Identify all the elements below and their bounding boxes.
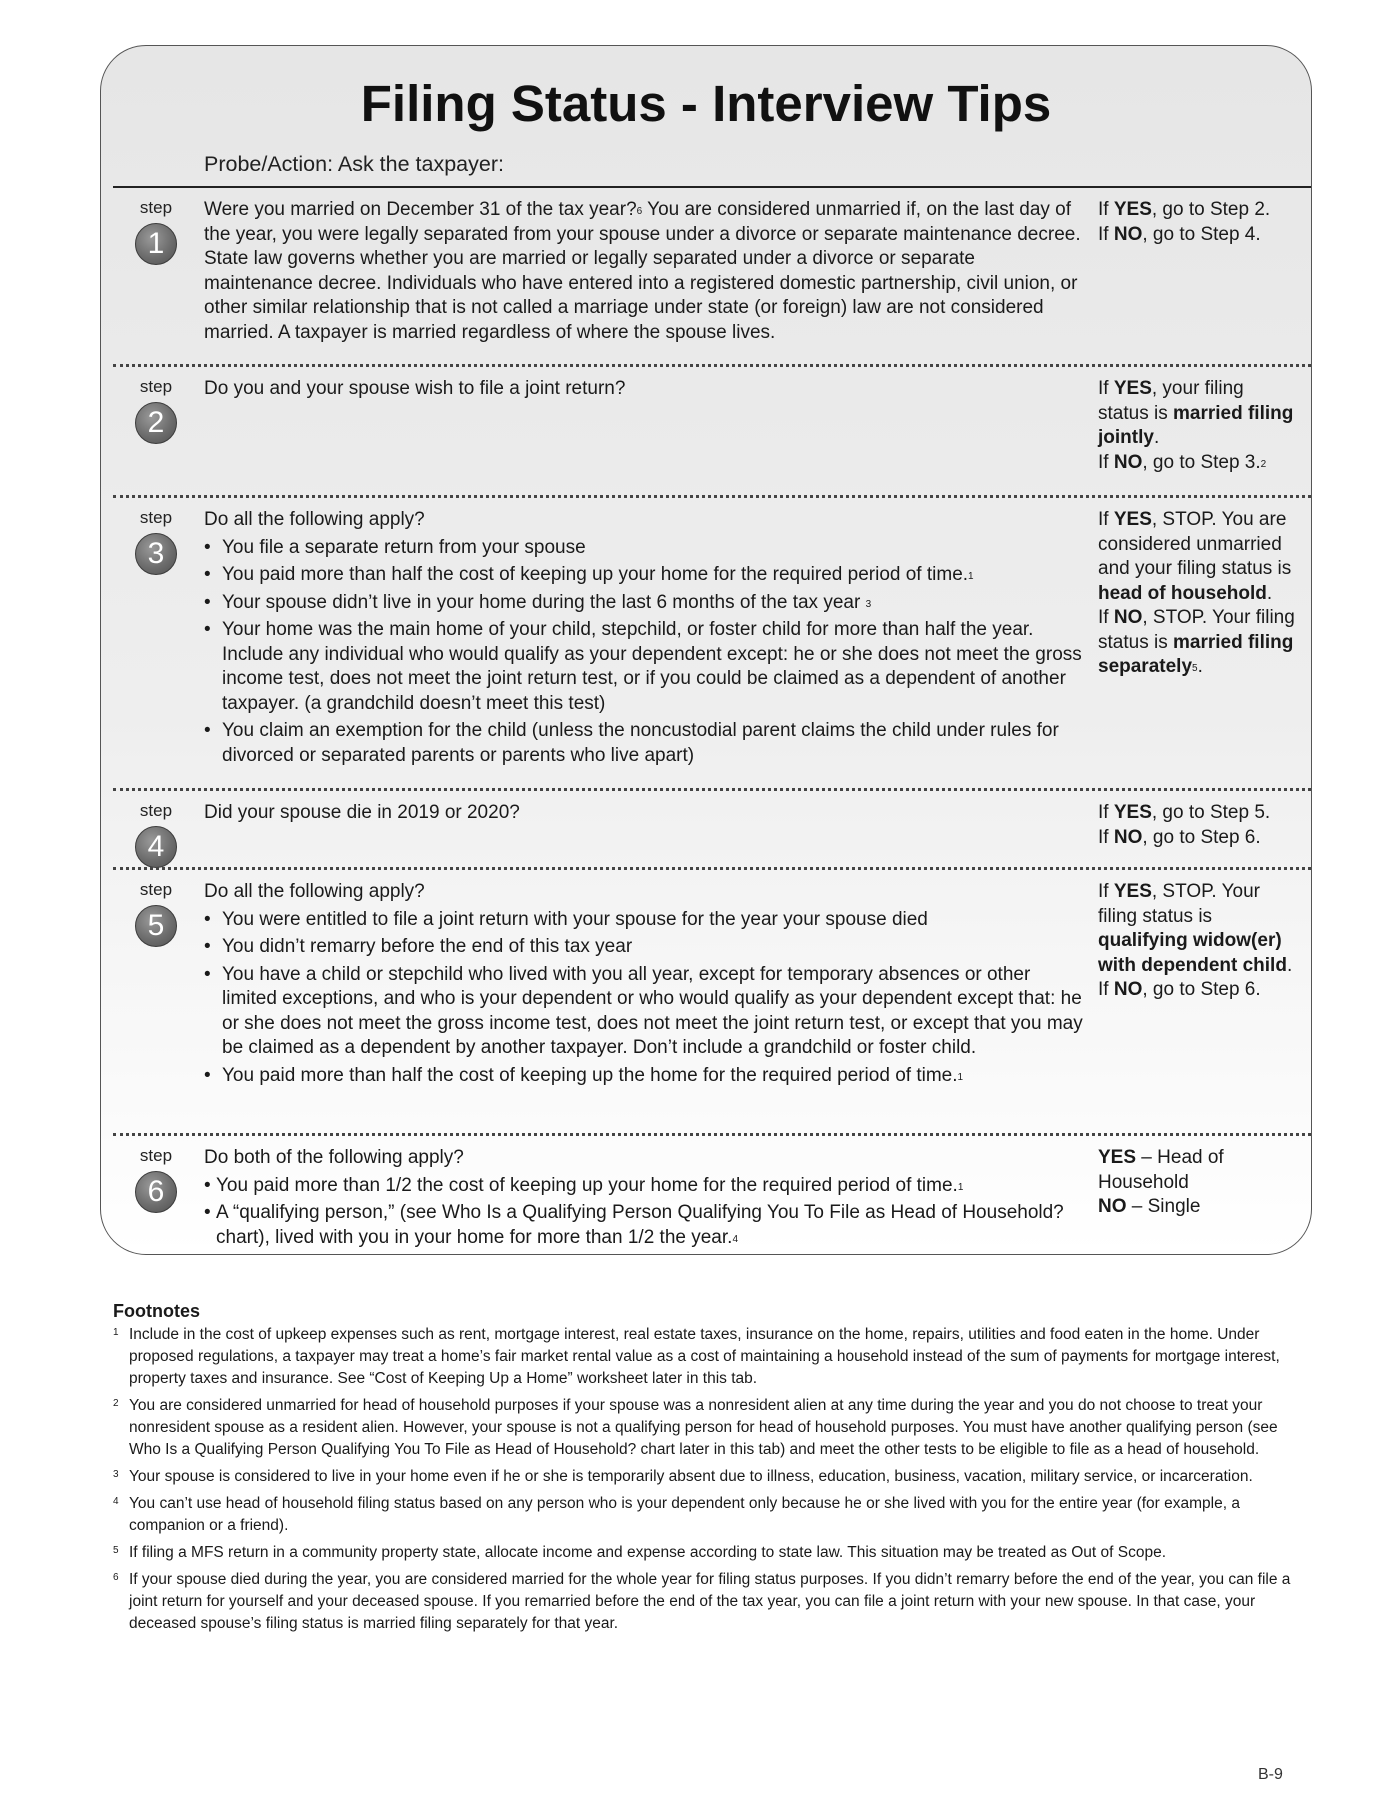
question-text: Do all the following apply? [204,509,425,530]
condition-list [204,908,1084,1089]
question-text: Were you married on December 31 of the tax year? [204,199,637,220]
answer-prefix: If [1098,378,1114,399]
footnote-ref: 6 [636,206,643,217]
answer-no: NO [1098,1196,1127,1217]
answer-no-text: – Single [1126,1196,1201,1217]
footnote-text: You can’t use head of household filing status based on any person who is your dependent only because he or she lived with you for the entire year (for example, a companion or a friend). [129,1495,1240,1534]
footnote-text: Include in the cost of upkeep expenses such as rent, mortgage interest, real estate taxes, insurance on the home, repairs, utilities and food eaten in the home. Under proposed regulations, a taxpayer may treat a home’s fair market rental value as a cost of maintaining a household instead of the sum of payments for mortgage interest, property taxes and insurance. See “Cost of Keeping Up a Home” worksheet later in this tab. [129,1326,1280,1387]
answer-prefix: If [1098,802,1114,823]
list-item: • Your home was the main home of your child, stepchild, or foster child for more than half the year. Include any individual who would qualify as your dependent except: he or she does not meet the gross income test, does not meet the joint return test, or if you could be claimed as a dependent of another taxpayer. (a grandchild doesn’t meet this test) [204,619,1082,714]
step-label: step [139,377,173,396]
answer-yes: YES [1113,378,1152,399]
condition-list [204,1174,1084,1251]
list-item: • A “qualifying person,” (see Who Is a Qualifying Person Qualifying You To File as Head of Household? chart), lived with you in your home for more than 1/2 the year.$^4$ [204,1202,1064,1248]
footnote-item [113,1466,1303,1488]
step-question [204,508,1084,768]
answer-yes: YES [1113,509,1152,530]
list-item: • Your spouse didn’t live in your home during the last 6 months of the tax year $^3$ [204,591,872,613]
answer-prefix: If [1098,881,1114,902]
footnote-ref: 2 [1260,458,1267,470]
interview-tips-panel [100,45,1312,1255]
condition-text: You paid more than 1/2 the cost of keeping up your home for the required period of time. [216,1174,958,1196]
step-4-row [113,788,1311,866]
footnote-item [113,1569,1303,1635]
step-question [204,1146,1084,1250]
footnote-text: If your spouse died during the year, you are considered married for the whole year for filing status purposes. If you didn’t remarry before the end of the year, you can file a joint return for yourself and your deceased spouse. If you remarried before the end of the tax year, you can file a joint return with your new spouse. In that case, your deceased spouse’s filing status is married filing separately for that year. [129,1571,1291,1632]
footnote-text: You are considered unmarried for head of household purposes if your spouse was a nonresident alien at any time during the year and you do not choose to treat your nonresident spouse as a resident alien. However, your spouse is not a qualifying person for head of household purposes. You must have another qualifying person (see Who Is a Qualifying Person Qualifying You To File as Head of Household? chart later in this tab) and meet the other tests to be eligible to file as a head of household. [129,1397,1278,1458]
list-item: • You didn’t remarry before the end of this tax year [204,936,633,957]
footnote-text: If filing a MFS return in a community property state, allocate income and expense according to state law. This situation may be treated as Out of Scope. [129,1544,1167,1561]
condition-text: You paid more than half the cost of keeping up your home for the required period of time. [222,564,969,585]
answer-punct: . [1286,954,1293,976]
filing-status-result: qualifying widow(er) with dependent child [1098,930,1287,976]
footnote-mark: 3 [113,1469,119,1480]
footnote-text: Your spouse is considered to live in your home even if he or she is temporarily absent due to illness, education, business, vacation, military service, or incarceration. [129,1468,1253,1485]
answer-prefix: If [1098,826,1114,848]
answer-no-text: , go to Step 6. [1142,826,1261,848]
probe-action-label: Probe/Action: Ask the taxpayer: [204,152,504,176]
answer-prefix: If [1098,451,1114,473]
answer-yes: YES [1113,881,1152,902]
answer-no: NO [1113,607,1143,628]
footnote-ref: 1 [957,1071,964,1083]
footnote-mark: 5 [113,1545,119,1556]
answer-punct: . [1153,427,1160,448]
answer-prefix: If [1098,607,1114,628]
answer-yes-text: , your filing status is [1098,378,1244,424]
question-detail: You are considered unmarried if, on the last day of the year, you were legally separated from your spouse under a divorce or separate maintenance decree. State law governs whether you are married or legally separated under a divorce or separate maintenance decree. Individuals who have entered into a registered domestic partnership, civil union, or other similar relationship that is not called a marriage under state (or foreign) law are not considered married. A taxpayer is married regardless of where the spouse lives. [204,199,1081,343]
step-answer [1098,1146,1298,1220]
condition-text: A “qualifying person,” (see Who Is a Qualifying Person Qualifying You To File as Head of Household? chart), lived with you in your home for more than 1/2 the year. [216,1202,1064,1248]
step-answer [1098,377,1298,475]
condition-text: You claim an exemption for the child (unless the noncustodial parent claims the child under rules for divorced or separated parents or parents who live apart) [222,720,1059,766]
answer-no: NO [1113,826,1143,848]
footnotes-title: Footnotes [113,1301,200,1321]
list-item: • You paid more than 1/2 the cost of keeping up your home for the required period of time.$^1$ [204,1174,964,1196]
step-label: step [139,1146,173,1165]
footnote-item [113,1395,1303,1461]
step-number-badge: 6 [135,1171,177,1213]
step-label: step [139,508,173,527]
condition-text: Your home was the main home of your child, stepchild, or foster child for more than half the year. Include any individual who would qualify as your dependent except: he or she does not meet the gross income test, does not meet the joint return test, or if you could be claimed as a dependent of another taxpayer. (a grandchild doesn’t meet this test) [222,619,1082,714]
step-answer [1098,508,1298,680]
step-question [204,198,1084,345]
list-item: • You were entitled to file a joint return with your spouse for the year your spouse died [204,908,928,930]
step-number-badge: 4 [135,826,177,868]
step-3-row [113,495,1311,787]
question-text: Do all the following apply? [204,881,425,902]
condition-text: You file a separate return from your spouse [222,536,586,558]
condition-text: You didn’t remarry before the end of this tax year [222,936,633,957]
step-6-row [113,1133,1311,1255]
answer-yes: YES [1098,1147,1137,1168]
step-number-badge: 5 [135,905,177,947]
footnote-ref: 3 [865,598,872,610]
footnote-mark: 4 [113,1496,119,1507]
page-number: B-9 [1258,1766,1283,1783]
answer-yes: YES [1113,802,1152,823]
footnote-item [113,1324,1303,1390]
filing-status-result: head of household [1098,582,1267,604]
condition-list [204,536,1084,769]
answer-prefix: If [1098,223,1114,245]
list-item: • You claim an exemption for the child (unless the noncustodial parent claims the child under rules for divorced or separated parents or parents who live apart) [204,720,1059,766]
answer-no-text: , go to Step 3. [1142,451,1261,473]
footnote-ref: 1 [968,571,974,582]
answer-prefix: If [1098,979,1114,1000]
answer-yes-text: , go to Step 5. [1151,802,1271,823]
step-5-row [113,867,1311,1132]
condition-text: You have a child or stepchild who lived with you all year, except for temporary absences or other limited exceptions, and who is your dependent or who would qualify as your dependent except that: he or she does not meet the gross income test, does not meet the joint return test, or except that you may be claimed as a dependent by another taxpayer. Don’t include a grandchild or foster child. [222,963,1083,1058]
step-question: Do you and your spouse wish to file a joint return? [204,378,626,399]
step-question [204,880,1084,1088]
page-title: Filing Status - Interview Tips [360,75,1052,132]
answer-no-text: , go to Step 6. [1142,979,1261,1000]
footnote-ref: 5 [1192,663,1198,674]
list-item: • You file a separate return from your spouse [204,536,586,558]
answer-yes-text: – Head of Household [1098,1147,1224,1193]
filing-status-result: married filing separately [1098,631,1294,677]
answer-yes: YES [1113,199,1152,220]
question-text: Do both of the following apply? [204,1147,464,1168]
step-number-badge: 1 [135,223,177,265]
answer-no: NO [1113,223,1143,245]
footnote-ref: 4 [732,1233,738,1245]
list-item: • You have a child or stepchild who lived with you all year, except for temporary absences or other limited exceptions, and who is your dependent or who would qualify as your dependent except that: he or she does not meet the gross income test, does not meet the joint return test, or except that you may be claimed as a dependent by another taxpayer. Don’t include a grandchild or foster child. [204,963,1083,1058]
step-label: step [139,198,173,217]
footnotes-section [113,1300,1303,1640]
answer-yes-text: , STOP. You are considered unmarried and your filing status is [1098,509,1292,579]
footnote-mark: 6 [113,1572,119,1583]
step-1-row [113,188,1311,363]
condition-text: Your spouse didn’t live in your home during the last 6 months of the tax year [222,591,866,613]
footnote-item [113,1542,1303,1564]
footnote-item [113,1493,1303,1537]
step-answer [1098,198,1298,247]
list-item: • You paid more than half the cost of keeping up the home for the required period of time.$^1$ [204,1064,964,1086]
answer-yes-text: , STOP. Your filing status is [1098,881,1260,927]
answer-yes-text: , go to Step 2. [1151,199,1271,220]
answer-punct: . [1266,582,1273,604]
answer-prefix: If [1098,509,1114,530]
list-item: • You paid more than half the cost of keeping up your home for the required period of time.$^1$ [204,564,974,585]
step-number-badge: 2 [135,402,177,444]
step-2-row [113,364,1311,494]
condition-text: You were entitled to file a joint return with your spouse for the year your spouse died [222,908,928,930]
footnote-mark: 2 [113,1398,119,1409]
condition-text: You paid more than half the cost of keeping up the home for the required period of time. [222,1064,958,1086]
step-answer [1098,880,1298,1003]
footnote-ref: 1 [957,1181,964,1193]
step-answer [1098,801,1298,850]
answer-punct: . [1197,656,1203,677]
answer-no: NO [1113,979,1143,1000]
answer-prefix: If [1098,199,1114,220]
answer-no-text: , STOP. Your filing status is [1098,607,1295,653]
step-label: step [139,801,173,820]
answer-no-text: , go to Step 4. [1142,223,1261,245]
step-question: Did your spouse die in 2019 or 2020? [204,802,520,823]
answer-no: NO [1113,451,1143,473]
filing-status-result: married filing jointly [1098,402,1294,448]
footnote-mark: 1 [113,1327,119,1338]
step-number-badge: 3 [135,533,177,575]
step-label: step [139,880,173,899]
